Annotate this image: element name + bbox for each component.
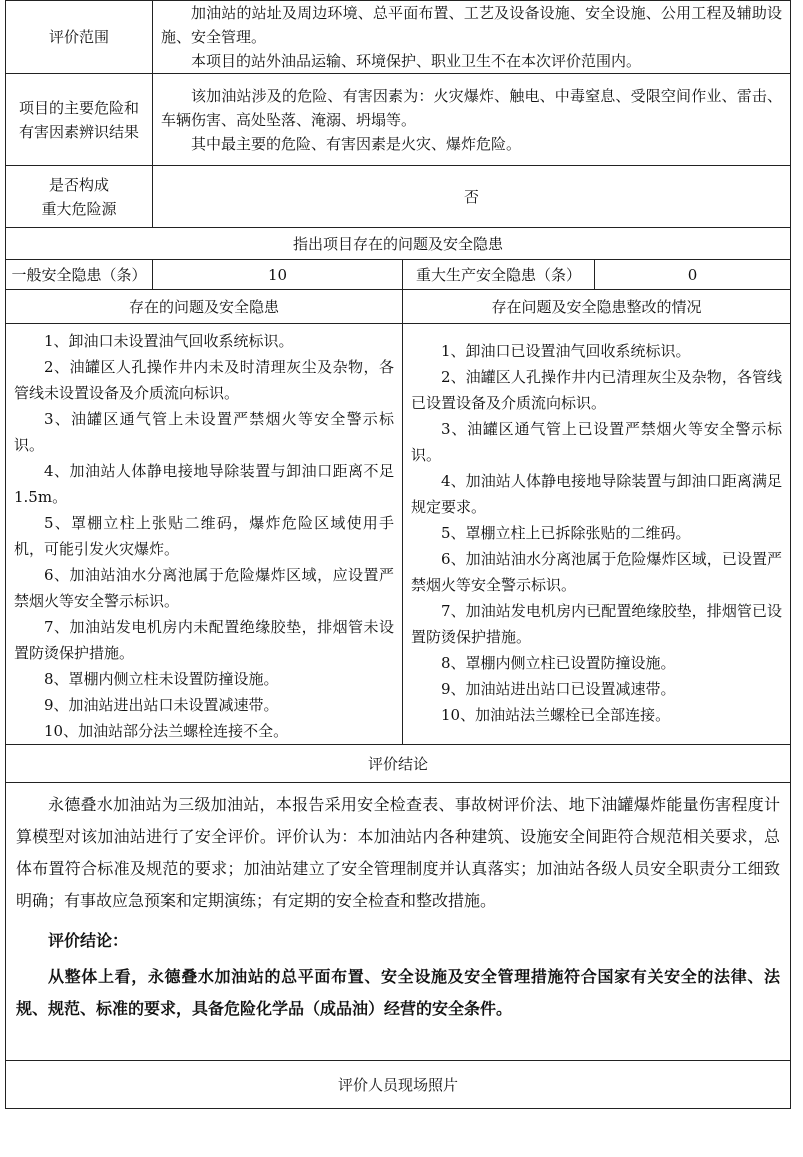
major-hazard-label-line1: 是否构成 <box>48 175 109 194</box>
issue-item: 7、加油站发电机房内未配置绝缘胶垫，排烟管未设置防烫保护措施。 <box>14 618 394 662</box>
conclusion-title: 评价结论： <box>48 931 129 950</box>
conclusion-body-row <box>6 783 791 1061</box>
issue-item: 2、油罐区人孔操作井内未及时清理灰尘及杂物，各管线未设置设备及介质流向标识。 <box>14 358 394 402</box>
scope-content <box>153 1 791 74</box>
hazards-row <box>6 74 791 166</box>
major-hazard-label-line2: 重大危险源 <box>41 199 117 218</box>
counts-row <box>6 260 791 290</box>
rectification-item: 2、油罐区人孔操作井内已清理灰尘及杂物，各管线已设置设备及介质流向标识。 <box>411 368 783 412</box>
photos-header-row <box>6 1061 791 1109</box>
issue-item: 9、加油站进出站口未设置减速带。 <box>44 696 279 714</box>
rectification-item: 9、加油站进出站口已设置减速带。 <box>441 680 676 698</box>
scope-label: 评价范围 <box>6 1 153 74</box>
issues-column-header: 存在的问题及安全隐患 <box>6 290 403 324</box>
rectification-item: 7、加油站发电机房内已配置绝缘胶垫，排烟管已设置防烫保护措施。 <box>411 602 783 646</box>
issue-item: 3、油罐区通气管上未设置严禁烟火等安全警示标识。 <box>14 410 394 454</box>
rectification-item: 8、罩棚内侧立柱已设置防撞设施。 <box>441 654 676 672</box>
conclusion-body <box>6 783 791 1061</box>
hazards-paragraph: 其中最主要的危险、有害因素是火灾、爆炸危险。 <box>191 134 522 153</box>
issue-item: 5、罩棚立柱上张贴二维码，爆炸危险区域使用手机，可能引发火灾爆炸。 <box>14 514 394 558</box>
conclusion-paragraph: 永德叠水加油站为三级加油站，本报告采用安全检查表、事故树评价法、地下油罐爆炸能量伤害程度计算模型对该加油站进行了安全评价。评价认为：本加油站内各种建筑、设施安全间距符合规范相关要求，总体布置符合标准及规范的要求；加油站建立了安全管理制度并认真落实；加油站各级人员安全职责分工细致明确；有事故应急预案和定期演练；有定期的安全检查和整改措施。 <box>16 795 781 910</box>
major-hazard-value: 否 <box>153 166 791 228</box>
hazards-paragraph: 该加油站涉及的危险、有害因素为：火灾爆炸、触电、中毒窒息、受限空间作业、雷击、车辆伤害、高处坠落、淹溺、坍塌等。 <box>161 86 783 129</box>
conclusion-final: 从整体上看，永德叠水加油站的总平面布置、安全设施及安全管理措施符合国家有关安全的法律、法规、规范、标准的要求，具备危险化学品（成品油）经营的安全条件。 <box>16 967 781 1018</box>
major-hazard-row <box>6 166 791 228</box>
scope-row <box>6 1 791 74</box>
conclusion-header-row <box>6 745 791 783</box>
evaluation-table <box>5 0 791 1109</box>
hazards-label: 项目的主要危险和有害因素辨识结果 <box>6 74 153 166</box>
document-page <box>5 0 790 1109</box>
general-hazard-count-value: 10 <box>153 260 403 290</box>
issues-header: 指出项目存在的问题及安全隐患 <box>6 228 791 260</box>
rectification-item: 4、加油站人体静电接地导除装置与卸油口距离满足规定要求。 <box>411 472 783 516</box>
major-hazard-count-value: 0 <box>595 260 791 290</box>
issues-list <box>6 324 403 745</box>
issue-item: 8、罩棚内侧立柱未设置防撞设施。 <box>44 670 279 688</box>
scope-paragraph: 加油站的站址及周边环境、总平面布置、工艺及设备设施、安全设施、公用工程及辅助设施、安全管理。 <box>161 4 783 46</box>
issue-item: 10、加油站部分法兰螺栓连接不全。 <box>44 722 289 740</box>
rectification-item: 10、加油站法兰螺栓已全部连接。 <box>441 706 671 724</box>
photos-header: 评价人员现场照片 <box>6 1061 791 1109</box>
rectification-item: 1、卸油口已设置油气回收系统标识。 <box>441 342 691 360</box>
scope-paragraph: 本项目的站外油品运输、环境保护、职业卫生不在本次评价范围内。 <box>191 52 642 70</box>
rectification-item: 6、加油站油水分离池属于危险爆炸区域，已设置严禁烟火等安全警示标识。 <box>411 550 783 594</box>
issue-item: 1、卸油口未设置油气回收系统标识。 <box>44 332 294 350</box>
rectification-list <box>403 324 791 745</box>
major-hazard-label <box>6 166 153 228</box>
major-hazard-count-label: 重大生产安全隐患（条） <box>403 260 595 290</box>
issues-header-row <box>6 228 791 260</box>
rectification-item: 3、油罐区通气管上已设置严禁烟火等安全警示标识。 <box>411 420 783 464</box>
conclusion-header: 评价结论 <box>6 745 791 783</box>
issue-item: 4、加油站人体静电接地导除装置与卸油口距离不足1.5m。 <box>14 462 394 506</box>
rectify-column-header: 存在问题及安全隐患整改的情况 <box>403 290 791 324</box>
issues-columns-header-row <box>6 290 791 324</box>
hazards-content <box>153 74 791 166</box>
issue-item: 6、加油站油水分离池属于危险爆炸区域，应设置严禁烟火等安全警示标识。 <box>14 566 394 610</box>
general-hazard-count-label: 一般安全隐患（条） <box>6 260 153 290</box>
rectification-item: 5、罩棚立柱上已拆除张贴的二维码。 <box>441 524 691 542</box>
issues-lists-row <box>6 324 791 745</box>
